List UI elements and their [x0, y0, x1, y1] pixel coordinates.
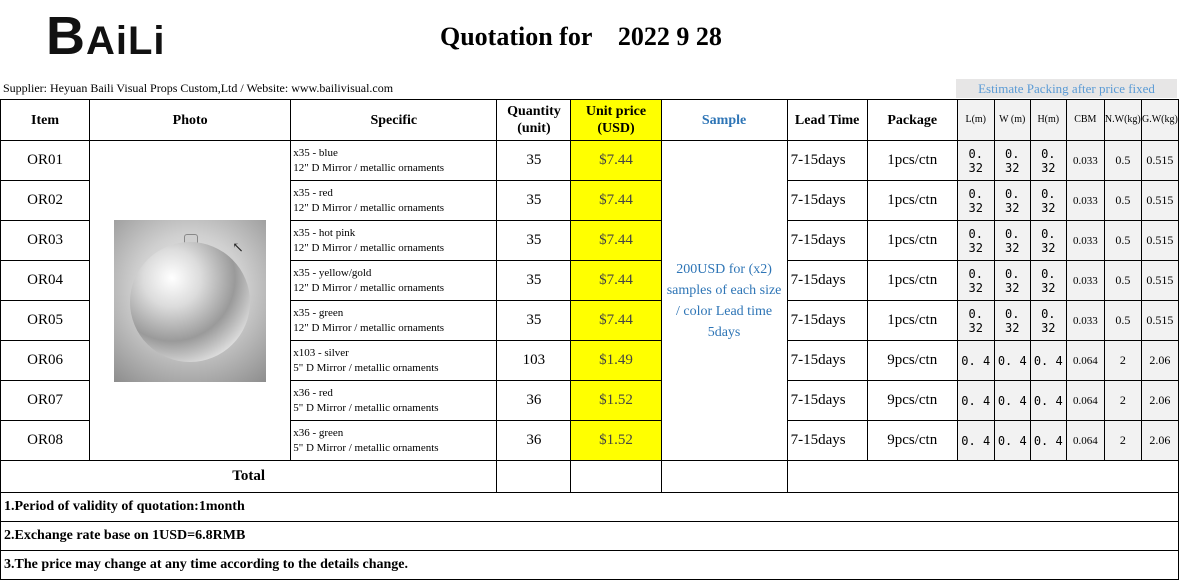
w-cell: 0. 4 [994, 421, 1030, 461]
cbm-cell: 0.064 [1066, 341, 1104, 381]
baili-logo [46, 6, 216, 66]
spec-variant: x36 - red [293, 386, 333, 399]
spec-desc: 12" D Mirror / metallic ornaments [293, 161, 445, 174]
note-row [1, 522, 1179, 551]
price-cell: $1.52 [571, 381, 661, 421]
gw-cell: 0.515 [1141, 181, 1178, 221]
total-qty [497, 461, 571, 493]
w-cell: 0. 32 [994, 181, 1030, 221]
gw-cell: 0.515 [1141, 261, 1178, 301]
gw-cell: 0.515 [1141, 141, 1178, 181]
qty-cell: 35 [497, 221, 571, 261]
item-code: OR07 [1, 381, 90, 421]
price-cell: $1.52 [571, 421, 661, 461]
l-cell: 0. 4 [957, 381, 994, 421]
nw-cell: 0.5 [1104, 261, 1141, 301]
total-sample [661, 461, 787, 493]
nw-cell: 0.5 [1104, 301, 1141, 341]
total-price [571, 461, 661, 493]
h-cell: 0. 4 [1030, 341, 1066, 381]
nw-cell: 2 [1104, 381, 1141, 421]
spec-desc: 12" D Mirror / metallic ornaments [293, 281, 445, 294]
l-cell: 0. 4 [957, 341, 994, 381]
l-cell: 0. 32 [957, 221, 994, 261]
lead-cell: 7-15days [787, 341, 867, 381]
cbm-cell: 0.064 [1066, 421, 1104, 461]
qty-cell: 36 [497, 421, 571, 461]
spec-variant: x35 - yellow/gold [293, 266, 372, 279]
gw-cell: 0.515 [1141, 221, 1178, 261]
qty-cell: 35 [497, 301, 571, 341]
col-w: W (m) [994, 100, 1030, 141]
col-nw: N.W(kg) [1104, 100, 1141, 141]
nw-cell: 0.5 [1104, 181, 1141, 221]
w-cell: 0. 32 [994, 221, 1030, 261]
col-sample: Sample [661, 100, 787, 141]
spec-cell [291, 221, 497, 261]
spec-cell [291, 141, 497, 181]
col-l: L(m) [957, 100, 994, 141]
spec-cell [291, 341, 497, 381]
h-cell: 0. 4 [1030, 381, 1066, 421]
package-cell: 1pcs/ctn [867, 181, 957, 221]
spec-desc: 12" D Mirror / metallic ornaments [293, 321, 445, 334]
cbm-cell: 0.033 [1066, 261, 1104, 301]
price-cell: $7.44 [571, 301, 661, 341]
cbm-cell: 0.033 [1066, 301, 1104, 341]
note-exchange-rate: 2.Exchange rate base on 1USD=6.8RMB [1, 522, 1179, 551]
lead-cell: 7-15days [787, 261, 867, 301]
package-cell: 1pcs/ctn [867, 221, 957, 261]
price-cell: $7.44 [571, 181, 661, 221]
lead-cell: 7-15days [787, 381, 867, 421]
lead-cell: 7-15days [787, 181, 867, 221]
cbm-cell: 0.033 [1066, 221, 1104, 261]
item-code: OR03 [1, 221, 90, 261]
col-cbm: CBM [1066, 100, 1104, 141]
l-cell: 0. 32 [957, 181, 994, 221]
col-unit-price: Unit price (USD) [571, 100, 661, 141]
spec-cell [291, 261, 497, 301]
col-quantity: Quantity (unit) [497, 100, 571, 141]
spec-desc: 5" D Mirror / metallic ornaments [293, 361, 439, 374]
gw-cell: 2.06 [1141, 381, 1178, 421]
h-cell: 0. 32 [1030, 181, 1066, 221]
quotation-table [0, 99, 1179, 580]
item-code: OR05 [1, 301, 90, 341]
qty-cell: 35 [497, 261, 571, 301]
nw-cell: 2 [1104, 421, 1141, 461]
spec-cell [291, 381, 497, 421]
w-cell: 0. 32 [994, 301, 1030, 341]
package-cell: 1pcs/ctn [867, 261, 957, 301]
cbm-cell: 0.064 [1066, 381, 1104, 421]
total-row [1, 461, 1179, 493]
col-lead-time: Lead Time [787, 100, 867, 141]
nw-cell: 0.5 [1104, 221, 1141, 261]
price-cell: $7.44 [571, 141, 661, 181]
package-cell: 9pcs/ctn [867, 381, 957, 421]
note-price-change: 3.The price may change at any time according to the details change. [1, 551, 1179, 580]
col-gw: G.W(kg) [1141, 100, 1178, 141]
item-code: OR01 [1, 141, 90, 181]
cursor-icon: ↖ [232, 240, 244, 256]
spec-variant: x35 - red [293, 186, 333, 199]
package-cell: 9pcs/ctn [867, 421, 957, 461]
price-cell: $7.44 [571, 261, 661, 301]
spec-desc: 5" D Mirror / metallic ornaments [293, 401, 439, 414]
price-cell: $1.49 [571, 341, 661, 381]
col-photo: Photo [90, 100, 291, 141]
ornament-photo [114, 220, 266, 382]
gw-cell: 2.06 [1141, 421, 1178, 461]
gw-cell: 2.06 [1141, 341, 1178, 381]
total-label: Total [1, 461, 497, 493]
logo-rest: AiLi [86, 19, 166, 63]
spec-cell [291, 301, 497, 341]
spec-cell [291, 181, 497, 221]
cbm-cell: 0.033 [1066, 141, 1104, 181]
w-cell: 0. 32 [994, 261, 1030, 301]
h-cell: 0. 32 [1030, 301, 1066, 341]
mirror-ball-icon [130, 242, 250, 362]
h-cell: 0. 4 [1030, 421, 1066, 461]
lead-cell: 7-15days [787, 301, 867, 341]
item-code: OR02 [1, 181, 90, 221]
spec-variant: x103 - silver [293, 346, 349, 359]
spec-desc: 5" D Mirror / metallic ornaments [293, 441, 439, 454]
estimate-note: Estimate Packing after price fixed [956, 79, 1177, 98]
nw-cell: 2 [1104, 341, 1141, 381]
spec-variant: x36 - green [293, 426, 344, 439]
item-code: OR08 [1, 421, 90, 461]
package-cell: 9pcs/ctn [867, 341, 957, 381]
item-code: OR06 [1, 341, 90, 381]
package-cell: 1pcs/ctn [867, 141, 957, 181]
qty-cell: 103 [497, 341, 571, 381]
spec-variant: x35 - green [293, 306, 344, 319]
supplier-info: Supplier: Heyuan Baili Visual Props Custom,Ltd / Website: www.bailivisual.com [3, 81, 394, 95]
gw-cell: 0.515 [1141, 301, 1178, 341]
l-cell: 0. 4 [957, 421, 994, 461]
cbm-cell: 0.033 [1066, 181, 1104, 221]
logo-first-letter: B [46, 6, 86, 66]
note-row [1, 493, 1179, 522]
lead-cell: 7-15days [787, 221, 867, 261]
sample-cell: 200USD for (x2) samples of each size / color Lead time 5days [661, 141, 787, 461]
table-row [1, 141, 1179, 181]
photo-cell [90, 141, 291, 461]
w-cell: 0. 32 [994, 141, 1030, 181]
lead-cell: 7-15days [787, 421, 867, 461]
l-cell: 0. 32 [957, 141, 994, 181]
spec-desc: 12" D Mirror / metallic ornaments [293, 241, 445, 254]
package-cell: 1pcs/ctn [867, 301, 957, 341]
qty-cell: 35 [497, 181, 571, 221]
spec-variant: x35 - blue [293, 146, 338, 159]
h-cell: 0. 32 [1030, 261, 1066, 301]
page-title: Quotation for 2022 9 28 [440, 22, 722, 51]
w-cell: 0. 4 [994, 381, 1030, 421]
total-rest [787, 461, 1178, 493]
lead-cell: 7-15days [787, 141, 867, 181]
col-specific: Specific [291, 100, 497, 141]
col-item: Item [1, 100, 90, 141]
spec-cell [291, 421, 497, 461]
l-cell: 0. 32 [957, 301, 994, 341]
note-row [1, 551, 1179, 580]
note-validity: 1.Period of validity of quotation:1month [1, 493, 1179, 522]
col-package: Package [867, 100, 957, 141]
item-code: OR04 [1, 261, 90, 301]
col-h: H(m) [1030, 100, 1066, 141]
w-cell: 0. 4 [994, 341, 1030, 381]
h-cell: 0. 32 [1030, 141, 1066, 181]
header-row [1, 100, 1179, 141]
l-cell: 0. 32 [957, 261, 994, 301]
h-cell: 0. 32 [1030, 221, 1066, 261]
spec-desc: 12" D Mirror / metallic ornaments [293, 201, 445, 214]
qty-cell: 35 [497, 141, 571, 181]
nw-cell: 0.5 [1104, 141, 1141, 181]
qty-cell: 36 [497, 381, 571, 421]
price-cell: $7.44 [571, 221, 661, 261]
spec-variant: x35 - hot pink [293, 226, 356, 239]
